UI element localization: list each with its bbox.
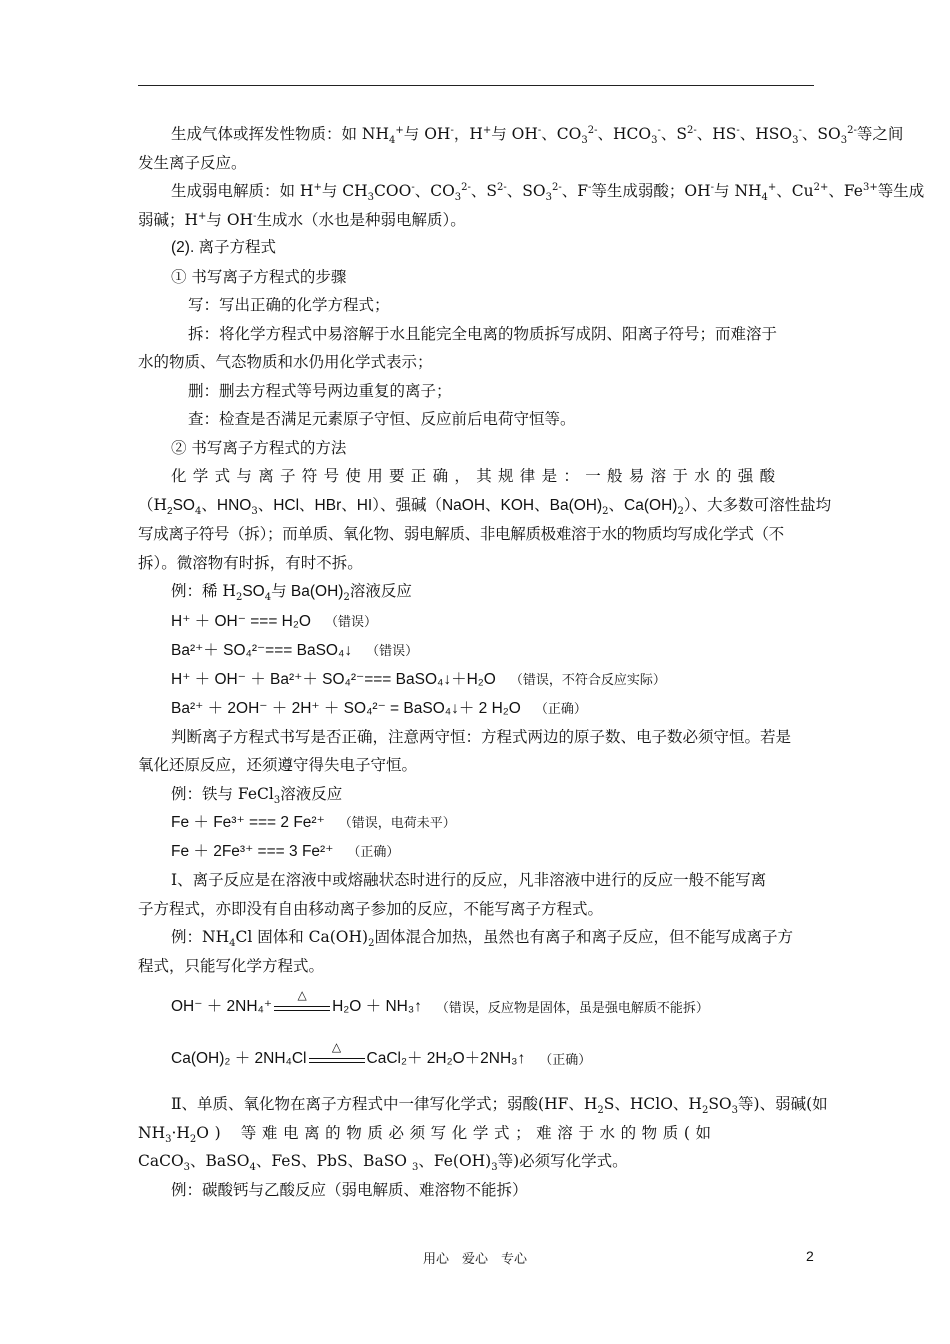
step-split: 拆：将化学方程式中易溶解于水且能完全电离的物质拆写成阴、阳离子符号；而难溶于 xyxy=(188,324,778,343)
equation-4: Ba²⁺ ＋ 2OH⁻ ＋ 2H⁺ ＋ SO₄²⁻ = BaSO₄↓＋ 2 H₂O （正确） xyxy=(171,699,587,717)
equation-8: Ca(OH)₂ ＋ 2NH₄Cl △ CaCl₂＋ 2H₂O＋2NH₃↑ （正确） xyxy=(171,1040,592,1067)
method-line-3: 写成离子符号（拆）；而单质、氧化物、弱电解质、非电解质极难溶于水的物质均写成化学式（不 xyxy=(138,525,784,543)
heading-ionic-equation: (2). 离子方程式 xyxy=(171,239,277,256)
paragraph-weak-electrolyte: 生成弱电解质：如 H+与 $CH_3COO^-$、$CO_3^{2-}$、$S^{2-}$、$SO_3^{2-}$、F-等生成弱酸；OH-与 $NH_4^+$、$Cu^{2+}$、$Fe^{3+}$等生成 xyxy=(171,181,925,204)
example-1-title: 例：稀 $H_2SO_4$与 $Ba(OH)_2$溶液反应 xyxy=(171,582,412,604)
judge-line-1: 判断离子方程式书写是否正确，注意两守恒：方程式两边的原子数、电子数必须守恒。若是 xyxy=(171,727,792,746)
rule-2-line-1: Ⅱ、单质、氧化物在离子方程式中一律写化学式；弱酸(HF、$H_2S$、HClO、$H_2SO_3$等)、弱碱(如 xyxy=(171,1095,828,1117)
paragraph-gas-cont: 发生离子反应。 xyxy=(138,153,247,172)
equation-1: H⁺ ＋ OH⁻ === H₂O （错误） xyxy=(171,612,377,630)
paragraph-weak-electrolyte-cont: 弱碱；H+与 OH-生成水（水也是种弱电解质）。 xyxy=(138,210,466,229)
footer-motto: 用心 爱心 专心 xyxy=(422,1252,527,1267)
method-line-2: （$H_2SO_4$、$HNO_3$、HCl、HBr、HI）、强碱（NaOH、KOH、$Ba(OH)_2$、$Ca(OH)_2$）、大多数可溶性盐均 xyxy=(138,495,832,517)
method-line-4: 拆）。微溶物有时拆，有时不拆。 xyxy=(138,553,363,572)
rule-1-line-1: Ⅰ、离子反应是在溶液中或熔融状态时进行的反应，凡非溶液中进行的反应一般不能写离 xyxy=(171,871,767,889)
page-number: 2 xyxy=(806,1248,814,1264)
equation-3: H⁺ ＋ OH⁻ ＋ Ba²⁺＋ SO₄²⁻=== BaSO₄↓＋H₂O （错误，不符合反应实际） xyxy=(171,670,666,688)
heat-condition-icon: △ xyxy=(309,1044,365,1068)
rule-1-line-2: 子方程式，亦即没有自由移动离子参加的反应，不能写离子方程式。 xyxy=(138,899,604,918)
step-write: 写：写出正确的化学方程式； xyxy=(188,296,390,314)
heading-steps: ① 书写离子方程式的步骤 xyxy=(171,267,347,286)
equation-6: Fe ＋ 2Fe³⁺ === 3 Fe²⁺ （正确） xyxy=(171,843,400,860)
step-delete: 删：删去方程式等号两边重复的离子； xyxy=(188,381,452,400)
paragraph-gas: 生成气体或挥发性物质：如 $NH_4^+$与 OH-，H+与 OH-、$CO_3^{2-}$、$HCO_3^-$、$S^{2-}$、HS-、$HSO_3^-$、$SO_3^{2-}$等之间 xyxy=(171,124,904,147)
rule-2-line-3: CaCO$_3$、BaSO$_4$、FeS、PbS、BaSO $_3$、$Fe(OH)_3$等)必须写化学式。 xyxy=(138,1152,628,1174)
example-2-title: 例：铁与 FeCl$_3$溶液反应 xyxy=(171,784,343,806)
step-split-cont: 水的物质、气态物质和水仍用化学式表示； xyxy=(138,353,433,371)
page-body xyxy=(138,120,925,1204)
header-rule xyxy=(138,85,814,86)
equation-2: Ba²⁺＋ SO₄²⁻=== BaSO₄↓ （错误） xyxy=(171,641,419,659)
heading-method: ② 书写离子方程式的方法 xyxy=(171,438,347,457)
step-check: 查：检查是否满足元素原子守恒、反应前后电荷守恒等。 xyxy=(188,410,576,428)
example-3-line-2: 程式，只能写化学方程式。 xyxy=(138,956,325,975)
method-line-1: 化学式与离子符号使用要正确，其规律是：一般易溶于水的强酸 xyxy=(171,467,782,485)
rule-2-line-2: $NH_3\cdot H_2O$) 等难电离的物质必须写化学式；难溶于水的物质(如 xyxy=(138,1123,717,1145)
example-3-line-1: 例：$NH_4Cl$ 固体和 $Ca(OH)_2$固体混合加热，虽然也有离子和离子反应，但不能写成离子方 xyxy=(171,928,793,950)
heat-condition-icon: △ xyxy=(274,992,330,1016)
equation-7: OH⁻ ＋ 2NH₄⁺ △ H₂O ＋ NH₃↑ （错误，反应物是固体，虽是强电解质不能拆） xyxy=(171,988,709,1015)
judge-line-2: 氧化还原反应，还须遵守得失电子守恒。 xyxy=(138,756,418,774)
example-4-title: 例：碳酸钙与乙酸反应（弱电解质、难溶物不能拆） xyxy=(171,1180,528,1199)
equation-5: Fe ＋ Fe³⁺ === 2 Fe²⁺ （错误，电荷未平） xyxy=(171,814,456,831)
